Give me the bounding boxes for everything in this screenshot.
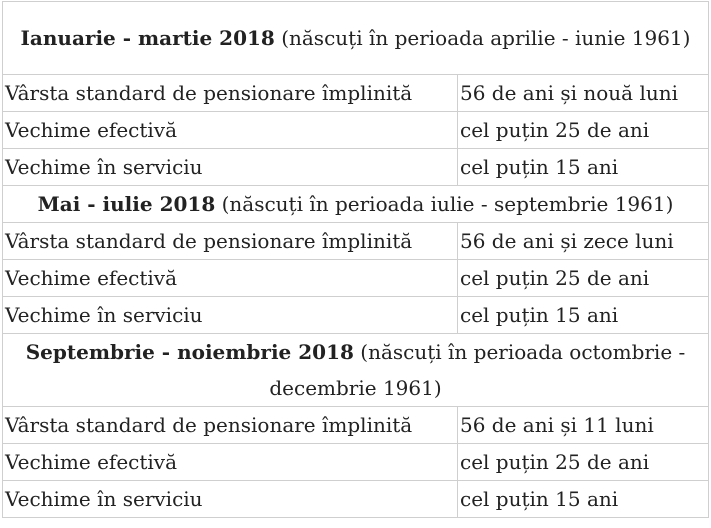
table-row: [3, 75, 709, 112]
row-label: Vârsta standard de pensionare împlinită: [3, 407, 458, 444]
table-row: [3, 223, 709, 260]
row-label: Vechime efectivă: [3, 112, 458, 149]
row-label: Vechime efectivă: [3, 260, 458, 297]
row-value: 56 de ani și zece luni: [458, 223, 709, 260]
table-row: [3, 297, 709, 334]
row-label: Vechime efectivă: [3, 444, 458, 481]
row-value: cel puțin 15 ani: [458, 149, 709, 186]
row-label: Vechime în serviciu: [3, 481, 458, 518]
table-row: [3, 444, 709, 481]
pension-requirements-table: [2, 1, 709, 518]
table-row: [3, 149, 709, 186]
section-header-row: [3, 186, 709, 223]
section-heading: [3, 334, 709, 407]
table-row: [3, 112, 709, 149]
section-header-row: [3, 334, 709, 407]
section-birth-range: (născuți în perioada octombrie - decembrie 1961): [269, 340, 686, 400]
section-heading: [3, 186, 709, 223]
section-birth-range: (născuți în perioada aprilie - iunie 1961): [274, 26, 691, 50]
row-value: cel puțin 25 de ani: [458, 260, 709, 297]
row-label: Vârsta standard de pensionare împlinită: [3, 75, 458, 112]
section-birth-range: (născuți în perioada iulie - septembrie 1961): [215, 192, 674, 216]
table-row: [3, 481, 709, 518]
row-value: cel puțin 25 de ani: [458, 444, 709, 481]
section-heading: [3, 2, 709, 75]
section-period: Septembrie - noiembrie 2018: [25, 340, 354, 364]
row-value: cel puțin 15 ani: [458, 481, 709, 518]
row-label: Vechime în serviciu: [3, 149, 458, 186]
section-header-row: [3, 2, 709, 75]
section-period: Mai - iulie 2018: [37, 192, 216, 216]
table-row: [3, 260, 709, 297]
row-label: Vechime în serviciu: [3, 297, 458, 334]
row-value: 56 de ani și nouă luni: [458, 75, 709, 112]
table-row: [3, 407, 709, 444]
section-period: Ianuarie - martie 2018: [20, 26, 275, 50]
row-value: 56 de ani și 11 luni: [458, 407, 709, 444]
row-label: Vârsta standard de pensionare împlinită: [3, 223, 458, 260]
row-value: cel puțin 25 de ani: [458, 112, 709, 149]
row-value: cel puțin 15 ani: [458, 297, 709, 334]
